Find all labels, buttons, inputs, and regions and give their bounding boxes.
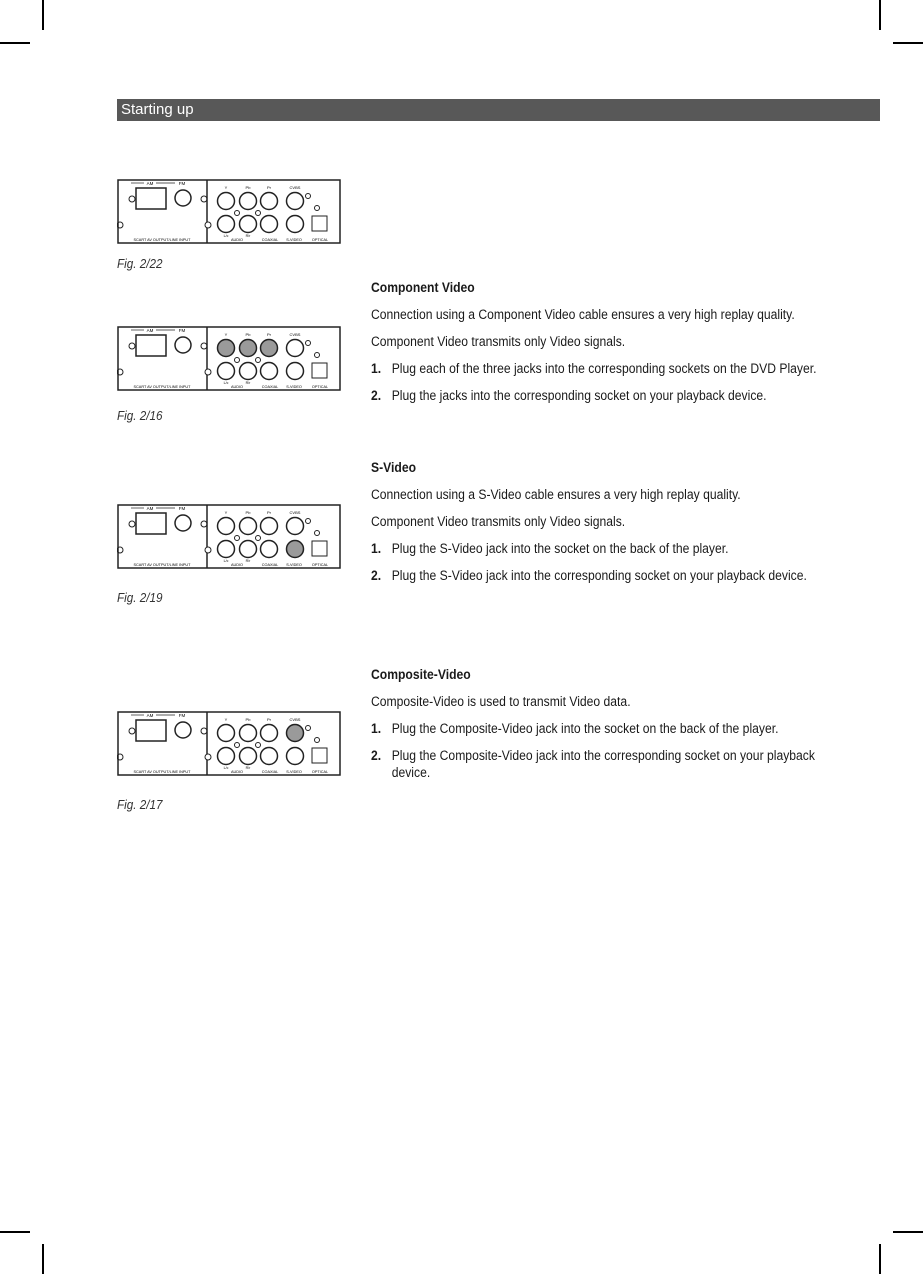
panel-label: S-VIDEO xyxy=(286,770,302,774)
panel-label: Pb xyxy=(245,332,251,337)
panel-label: AUDIO xyxy=(230,385,244,389)
jack-socket xyxy=(261,748,278,765)
jack-socket xyxy=(218,748,235,765)
panel-label: SCART AV OUTPUT/LINE INPUT xyxy=(133,770,191,774)
component-video-section xyxy=(371,279,821,414)
panel-label: CVBS xyxy=(289,185,301,190)
step-text: Plug each of the three jacks into the corresponding sockets on the DVD Player. xyxy=(391,361,817,376)
panel-label: S-VIDEO xyxy=(286,385,302,389)
panel-label: Pr xyxy=(267,332,271,337)
panel-label: CVBS xyxy=(289,332,301,337)
jack-socket xyxy=(287,340,304,357)
jack-socket xyxy=(287,193,304,210)
section-title: Component Video xyxy=(371,280,475,295)
jack-socket xyxy=(240,725,257,742)
panel-label: S-VIDEO xyxy=(286,563,302,567)
highlighted-jack xyxy=(261,340,278,357)
rear-panel-diagram xyxy=(117,178,341,245)
jack-socket xyxy=(218,518,235,535)
panel-label: Y xyxy=(224,332,228,337)
section-header: Starting up xyxy=(117,99,880,121)
step-number: 1. xyxy=(371,361,382,376)
s-video-section xyxy=(371,459,821,594)
connector-panel-svg xyxy=(117,325,341,392)
panel-label: OPTICAL xyxy=(311,238,329,242)
paragraph: Composite-Video is used to transmit Video data. xyxy=(371,694,631,709)
connector-panel-svg xyxy=(117,710,341,777)
highlighted-jack xyxy=(218,340,235,357)
connector-panel-svg xyxy=(117,178,341,245)
crop-mark xyxy=(42,0,44,30)
panel-label: SCART AV OUTPUT/LINE INPUT xyxy=(133,238,191,242)
step xyxy=(371,540,824,557)
step-text: Plug the S-Video jack into the socket on the back of the player. xyxy=(391,541,729,556)
rear-panel-diagram xyxy=(117,503,341,570)
jack-socket xyxy=(240,193,257,210)
panel-label: Pr xyxy=(267,717,271,722)
crop-mark xyxy=(879,0,881,30)
panel-label: SCART AV OUTPUT/LINE INPUT xyxy=(133,563,191,567)
panel-label: L/c xyxy=(223,559,229,563)
crop-mark xyxy=(879,1244,881,1274)
panel-label: Pb xyxy=(245,185,251,190)
jack-socket xyxy=(218,216,235,233)
step xyxy=(371,720,824,737)
panel-label: OPTICAL xyxy=(311,385,329,389)
panel-label: L/c xyxy=(223,234,229,238)
panel-label: Pb xyxy=(245,510,251,515)
paragraph: Component Video transmits only Video signals. xyxy=(371,514,626,529)
panel-label: OPTICAL xyxy=(311,563,329,567)
step-text: Plug the Composite-Video jack into the corresponding socket on your playback device. xyxy=(391,748,815,780)
paragraph: Component Video transmits only Video signals. xyxy=(371,334,626,349)
panel-label: L/c xyxy=(223,766,229,770)
panel-label: Pr xyxy=(267,510,271,515)
composite-video-section xyxy=(371,666,821,791)
panel-label: FM xyxy=(178,328,186,333)
panel-label: FM xyxy=(178,181,186,186)
paragraph: Connection using a Component Video cable ensures a very high replay quality. xyxy=(371,307,795,322)
panel-label: AM xyxy=(146,328,154,333)
jack-socket xyxy=(240,748,257,765)
panel-label: Pr xyxy=(267,185,271,190)
figure-caption: Fig. 2/16 xyxy=(117,408,163,423)
jack-socket xyxy=(261,193,278,210)
jack-socket xyxy=(287,363,304,380)
rear-panel-diagram xyxy=(117,325,341,392)
highlighted-jack xyxy=(240,340,257,357)
jack-socket xyxy=(287,518,304,535)
step-number: 1. xyxy=(371,541,382,556)
panel-label: AUDIO xyxy=(230,770,244,774)
jack-socket xyxy=(240,363,257,380)
panel-label: Y xyxy=(224,185,228,190)
panel-label: FM xyxy=(178,506,186,511)
jack-socket xyxy=(240,541,257,558)
step-text: Plug the S-Video jack into the corresponding socket on your playback device. xyxy=(391,568,807,583)
jack-socket xyxy=(261,541,278,558)
panel-label: CVBS xyxy=(289,510,301,515)
jack-socket xyxy=(218,363,235,380)
jack-socket xyxy=(261,518,278,535)
step-number: 2. xyxy=(371,568,382,583)
step xyxy=(371,567,824,584)
crop-mark xyxy=(0,1231,30,1233)
panel-label: R/r xyxy=(245,766,251,770)
panel-label: COAXIAL xyxy=(261,563,279,567)
panel-label: AM xyxy=(146,181,154,186)
panel-label: AUDIO xyxy=(230,563,244,567)
panel-label: OPTICAL xyxy=(311,770,329,774)
jack-socket xyxy=(240,518,257,535)
panel-label: FM xyxy=(178,713,186,718)
panel-label: Pb xyxy=(245,717,251,722)
rear-panel-diagram xyxy=(117,710,341,777)
crop-mark xyxy=(0,42,30,44)
connector-panel-svg xyxy=(117,503,341,570)
jack-socket xyxy=(218,193,235,210)
jack-socket xyxy=(261,363,278,380)
jack-socket xyxy=(240,216,257,233)
crop-mark xyxy=(42,1244,44,1274)
panel-label: COAXIAL xyxy=(261,770,279,774)
figure-caption: Fig. 2/17 xyxy=(117,797,163,812)
jack-socket xyxy=(287,216,304,233)
section-title: Composite-Video xyxy=(371,667,471,682)
panel-label: R/r xyxy=(245,381,251,385)
figure-caption: Fig. 2/19 xyxy=(117,590,163,605)
highlighted-jack xyxy=(287,725,304,742)
panel-label: AUDIO xyxy=(230,238,244,242)
step xyxy=(371,387,824,404)
crop-mark xyxy=(893,1231,923,1233)
panel-label: AM xyxy=(146,506,154,511)
jack-socket xyxy=(218,541,235,558)
panel-label: R/r xyxy=(245,559,251,563)
panel-label: COAXIAL xyxy=(261,385,279,389)
panel-label: CVBS xyxy=(289,717,301,722)
panel-label: R/r xyxy=(245,234,251,238)
jack-socket xyxy=(218,725,235,742)
panel-label: SCART AV OUTPUT/LINE INPUT xyxy=(133,385,191,389)
step xyxy=(371,360,824,377)
step-number: 2. xyxy=(371,748,382,763)
panel-label: Y xyxy=(224,510,228,515)
panel-label: S-VIDEO xyxy=(286,238,302,242)
jack-socket xyxy=(261,725,278,742)
panel-label: Y xyxy=(224,717,228,722)
crop-mark xyxy=(893,42,923,44)
step-number: 2. xyxy=(371,388,382,403)
figure-caption: Fig. 2/22 xyxy=(117,256,163,271)
paragraph: Connection using a S-Video cable ensures a very high replay quality. xyxy=(371,487,741,502)
panel-label: COAXIAL xyxy=(261,238,279,242)
highlighted-jack xyxy=(287,541,304,558)
section-title: S-Video xyxy=(371,460,417,475)
jack-socket xyxy=(261,216,278,233)
jack-socket xyxy=(287,748,304,765)
step-number: 1. xyxy=(371,721,382,736)
panel-label: AM xyxy=(146,713,154,718)
step-text: Plug the Composite-Video jack into the socket on the back of the player. xyxy=(391,721,779,736)
step-text: Plug the jacks into the corresponding socket on your playback device. xyxy=(391,388,767,403)
panel-label: L/c xyxy=(223,381,229,385)
step xyxy=(371,747,824,781)
